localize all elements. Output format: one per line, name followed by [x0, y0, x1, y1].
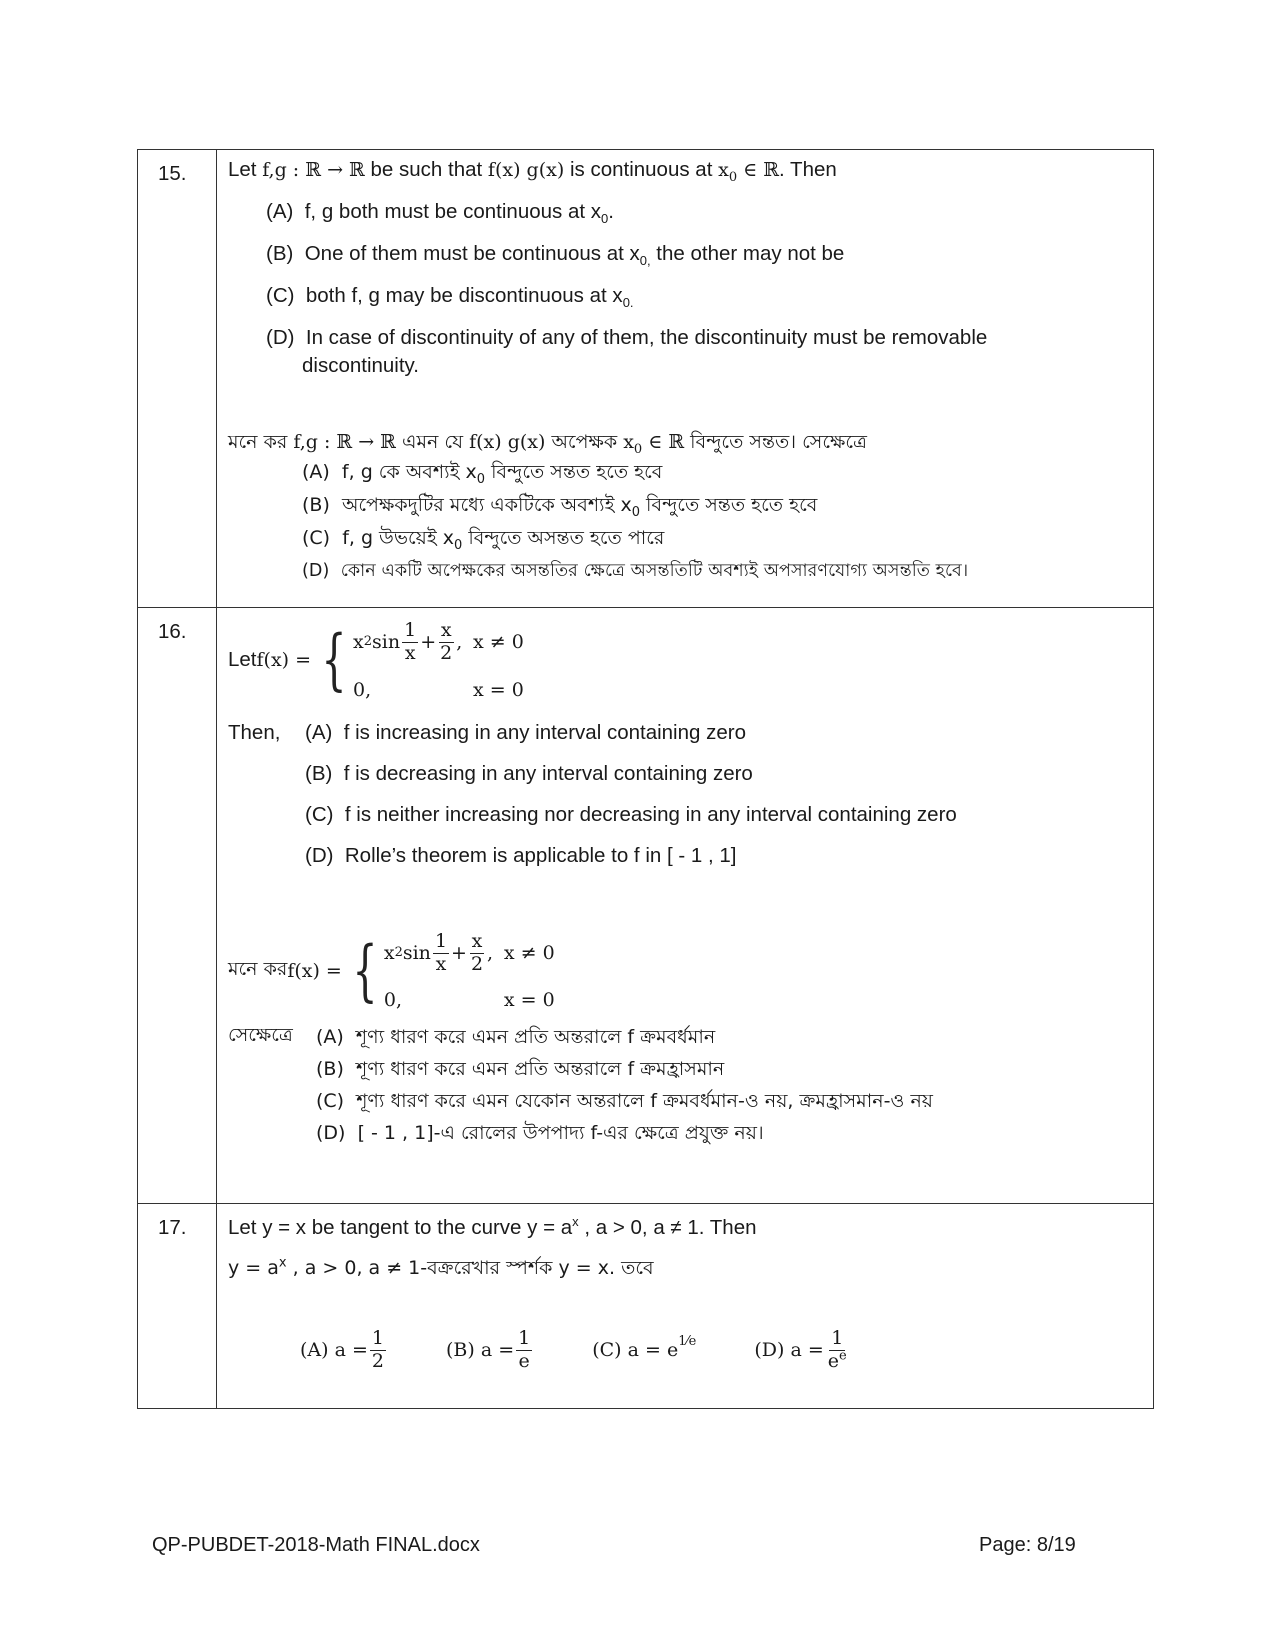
option-b: (B) One of them must be continuous at $x_{0,}$ the other may not be	[266, 242, 845, 269]
option-c: (C) f is neither increasing nor decreasing in any interval containing zero	[305, 802, 957, 826]
brace-icon: {	[321, 621, 347, 699]
question-number: 16.	[138, 608, 217, 1204]
bengali-stem: $y = a^x$ , a > 0, a ≠ 1-বক্ররেখার স্পর্শক y = x. তবে	[228, 1255, 654, 1279]
question-body	[217, 150, 1154, 608]
question-body	[217, 608, 1154, 1204]
option-a: (A) f, g both must be continuous at $x_0$.	[266, 200, 614, 227]
question-table	[137, 149, 1154, 1409]
question-row-16	[138, 608, 1154, 1204]
bengali-option-c: (C) শূণ্য ধারণ করে এমন যেকোন অন্তরালে f ক্রমবর্ধমান-ও নয়, ক্রমহ্রাসমান-ও নয়	[316, 1090, 933, 1113]
bengali-piecewise-definition: মনে কর f(x) = { x 2 sin $\frac{1}{x}$ + $\frac{x}{2}$ , x ≠ 0 0, x = 0	[228, 929, 555, 1012]
option-b: (B) a = $\frac{1}{e}$	[445, 1327, 531, 1372]
option-d: (D) In case of discontinuity of any of them, the discontinuity must be removable discontinuity.	[266, 326, 988, 377]
question-row-17	[138, 1204, 1154, 1409]
question-stem: Let y = x be tangent to the curve $y = a^x$ , a > 0, a ≠ 1. Then	[228, 1214, 757, 1239]
bengali-stem: মনে কর f,g : ℝ → ℝ এমন যে f(x) g(x) অপেক্ষক $x_0$ ∈ ℝ বিন্দুতে সন্তত। সেক্ষেত্রে	[228, 431, 867, 457]
footer-filename: QP-PUBDET-2018-Math FINAL.docx	[152, 1534, 480, 1556]
bengali-options-block: সেক্ষেত্রে (A) শূণ্য ধারণ করে এমন প্রতি অন্তরালে f ক্রমবর্ধমান (B) শূণ্য ধারণ করে এমন প্রতি অন্তরালে f ক্রমহ্রাসমান (C) শূণ্য ধারণ করে এমন যেকোন অন্তরালে f ক্রমবর্ধমান-ও নয়, ক্রমহ্রাসমান-ও নয় (D) [ - 1 , 1]-এ রোলের উপপাদ্য f-এর ক্ষেত্রে প্রযুক্ত নয়।	[228, 1021, 1143, 1149]
option-a: (A) a = $\frac{1}{2}$	[300, 1327, 384, 1372]
answer-choices	[300, 1328, 1143, 1373]
brace-icon: {	[352, 932, 378, 1010]
bengali-option-a: (A) শূণ্য ধারণ করে এমন প্রতি অন্তরালে f ক্রমবর্ধমান	[316, 1026, 716, 1049]
question-number: 17.	[138, 1204, 217, 1409]
bengali-option-d: (D) কোন একটি অপেক্ষকের অসন্ততির ক্ষেত্রে অসন্ততিটি অবশ্যই অপসারণযোগ্য অসন্ততি হবে।	[302, 561, 969, 581]
bengali-option-a: (A) f, g কে অবশ্যই $x_0$ বিন্দুতে সন্তত হতে হবে	[302, 461, 663, 487]
option-c: (C) a = e $^{1⁄e}$	[592, 1334, 697, 1362]
question-body	[217, 1204, 1154, 1409]
options-block: Then, (A) f is increasing in any interval containing zero (B) f is decreasing in any interval containing zero (C) f is neither increasing nor decreasing in any interval containing zero (D) Rolle’s theorem is applicable to f in [ - 1 , 1]	[228, 719, 1143, 883]
question-stem: Let f,g : ℝ → ℝ be such that f(x) g(x) is continuous at $x_0$ ∈ ℝ. Then	[228, 158, 837, 185]
option-d: (D) Rolle’s theorem is applicable to f in [ - 1 , 1]	[305, 843, 737, 867]
question-row-15	[138, 150, 1154, 608]
piecewise-definition: Let f(x) = { x 2 sin $\frac{1}{x}$ + $\frac{x}{2}$ , x ≠ 0 0, x = 0	[228, 619, 524, 701]
option-a: (A) f is increasing in any interval containing zero	[305, 720, 746, 744]
question-number: 15.	[138, 150, 217, 608]
bengali-option-d: (D) [ - 1 , 1]-এ রোলের উপপাদ্য f-এর ক্ষেত্রে প্রযুক্ত নয়।	[316, 1122, 764, 1145]
bengali-option-b: (B) শূণ্য ধারণ করে এমন প্রতি অন্তরালে f ক্রমহ্রাসমান	[316, 1058, 725, 1081]
footer-page-number: Page: 8/19	[979, 1534, 1076, 1556]
bengali-option-b: (B) অপেক্ষকদুটির মধ্যে একটিকে অবশ্যই $x_0$ বিন্দুতে সন্তত হতে হবে	[302, 494, 818, 520]
option-c: (C) both f, g may be discontinuous at $x_{0.}$	[266, 284, 634, 311]
bengali-option-c: (C) f, g উভয়েই $x_0$ বিন্দুতে অসন্তত হতে পারে	[302, 527, 665, 553]
option-d: (D) a = $\frac{1}{e^e}$	[754, 1327, 847, 1372]
option-b: (B) f is decreasing in any interval containing zero	[305, 761, 753, 785]
